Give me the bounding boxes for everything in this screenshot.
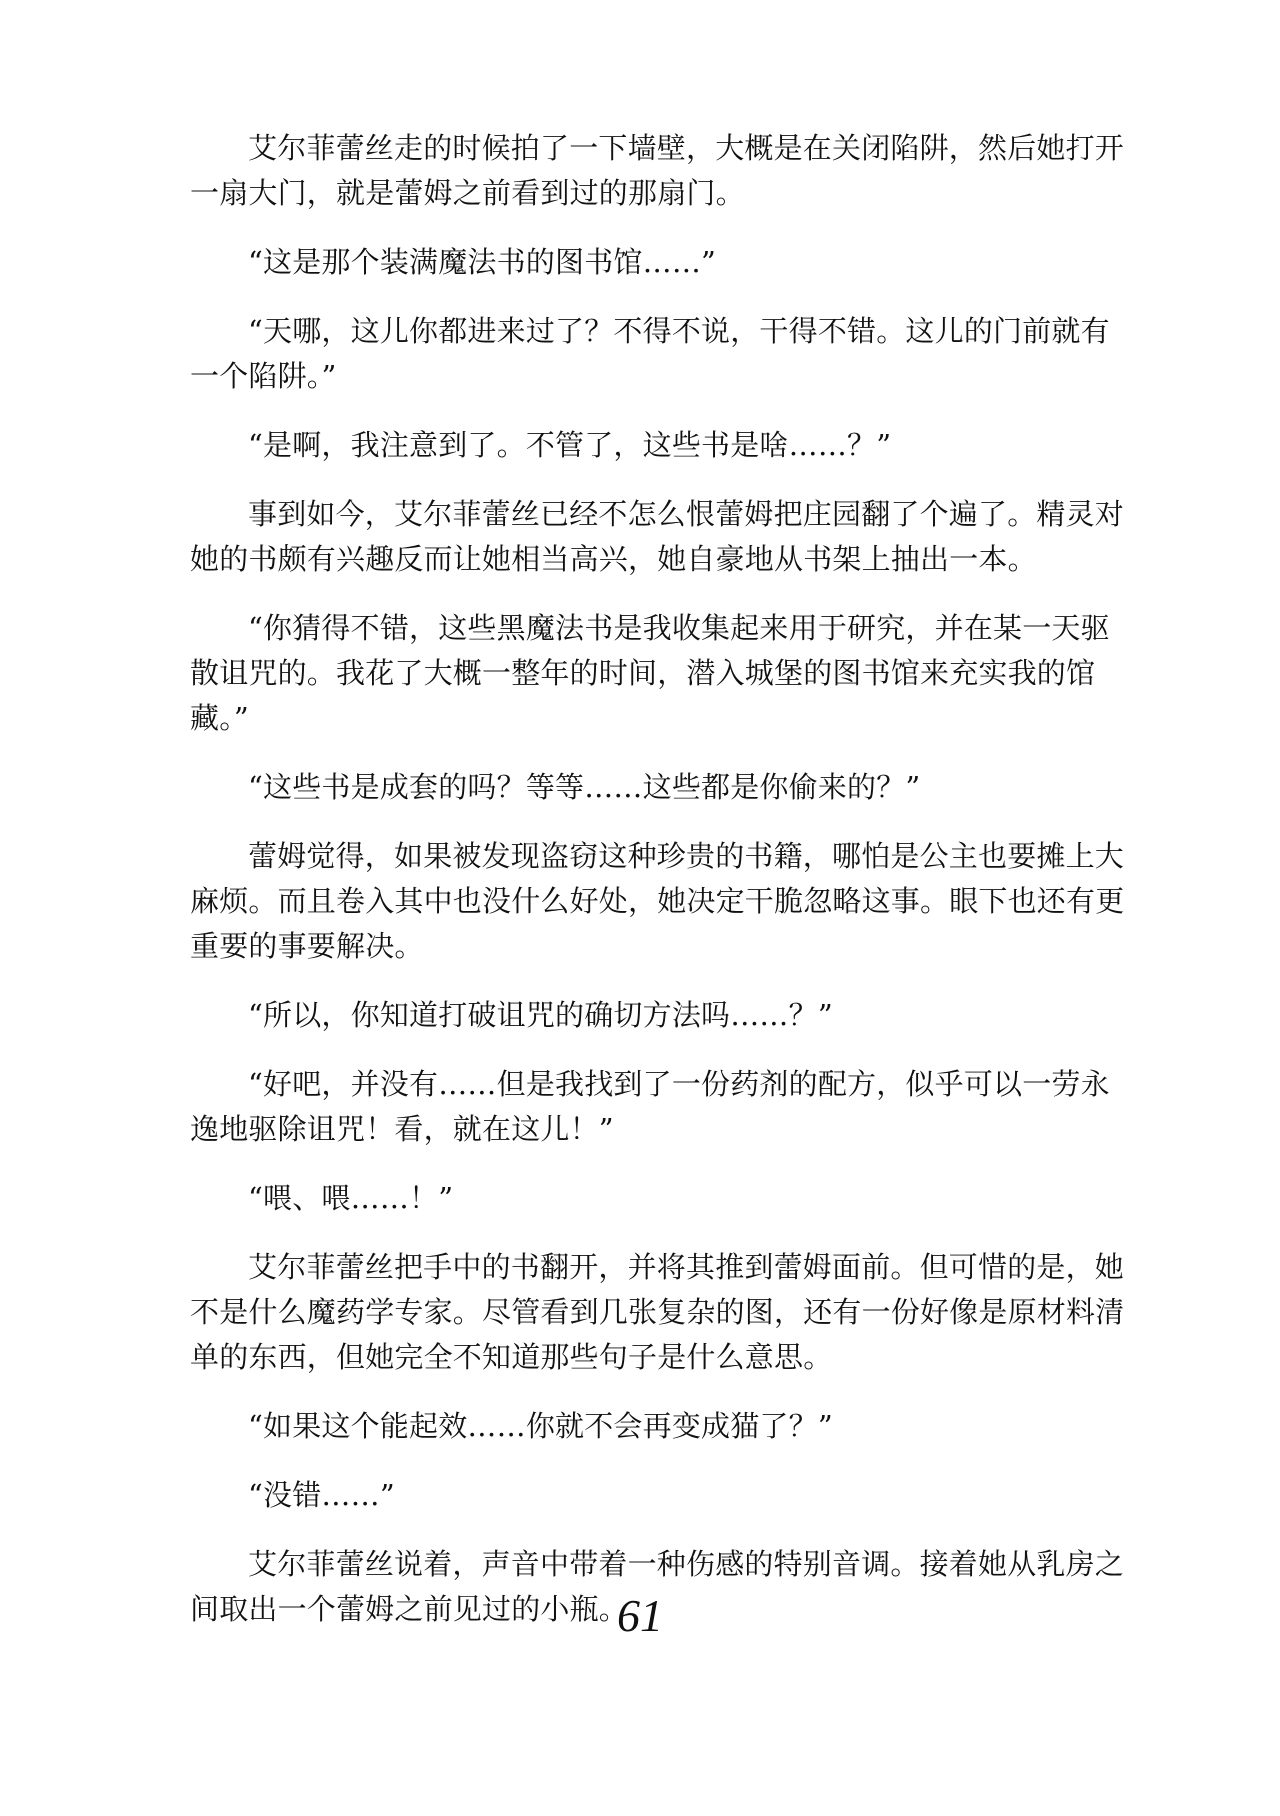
paragraph: “没错……” <box>248 1478 395 1512</box>
paragraph: 艾尔菲蕾丝把手中的书翻开，并将其推到蕾姆面前。但可惜的是，她不是什么魔药学专家。尽管看到几张复杂的图，还有一份好像是原材料清单的东西，但她完全不知道那些句子是什么意思。 <box>190 1250 1125 1374</box>
paragraph: 事到如今，艾尔菲蕾丝已经不怎么恨蕾姆把庄园翻了个遍了。精灵对她的书颇有兴趣反而让她相当高兴，她自豪地从书架上抽出一本。 <box>190 497 1125 576</box>
paragraph: “所以，你知道打破诅咒的确切方法吗……？” <box>248 998 833 1032</box>
paragraph: 艾尔菲蕾丝说着，声音中带着一种伤感的特别音调。接着她从乳房之间取出一个蕾姆之前见过的小瓶。 <box>190 1547 1125 1626</box>
body-text <box>190 126 1130 1632</box>
paragraph: 艾尔菲蕾丝走的时候拍了一下墙壁，大概是在关闭陷阱，然后她打开一扇大门，就是蕾姆之前看到过的那扇门。 <box>190 131 1125 210</box>
paragraph: “这些书是成套的吗？等等……这些都是你偷来的？” <box>248 770 921 804</box>
paragraph: 蕾姆觉得，如果被发现盗窃这种珍贵的书籍，哪怕是公主也要摊上大麻烦。而且卷入其中也没什么好处，她决定干脆忽略这事。眼下也还有更重要的事要解决。 <box>190 839 1125 963</box>
paragraph: “天哪，这儿你都进来过了？不得不说，干得不错。这儿的门前就有一个陷阱。” <box>190 314 1110 393</box>
page-number: 61 <box>617 1590 663 1641</box>
paragraph: “如果这个能起效……你就不会再变成猫了？” <box>248 1409 833 1443</box>
paragraph: “这是那个装满魔法书的图书馆……” <box>248 245 717 279</box>
paragraph: “你猜得不错，这些黑魔法书是我收集起来用于研究，并在某一天驱散诅咒的。我花了大概一整年的时间，潜入城堡的图书馆来充实我的馆藏。” <box>190 611 1110 735</box>
paragraph: “是啊，我注意到了。不管了，这些书是啥……？” <box>248 428 892 462</box>
paragraph: “好吧，并没有……但是我找到了一份药剂的配方，似乎可以一劳永逸地驱除诅咒！看，就在这儿！” <box>190 1067 1110 1146</box>
paragraph: “喂、喂……！” <box>248 1181 454 1215</box>
